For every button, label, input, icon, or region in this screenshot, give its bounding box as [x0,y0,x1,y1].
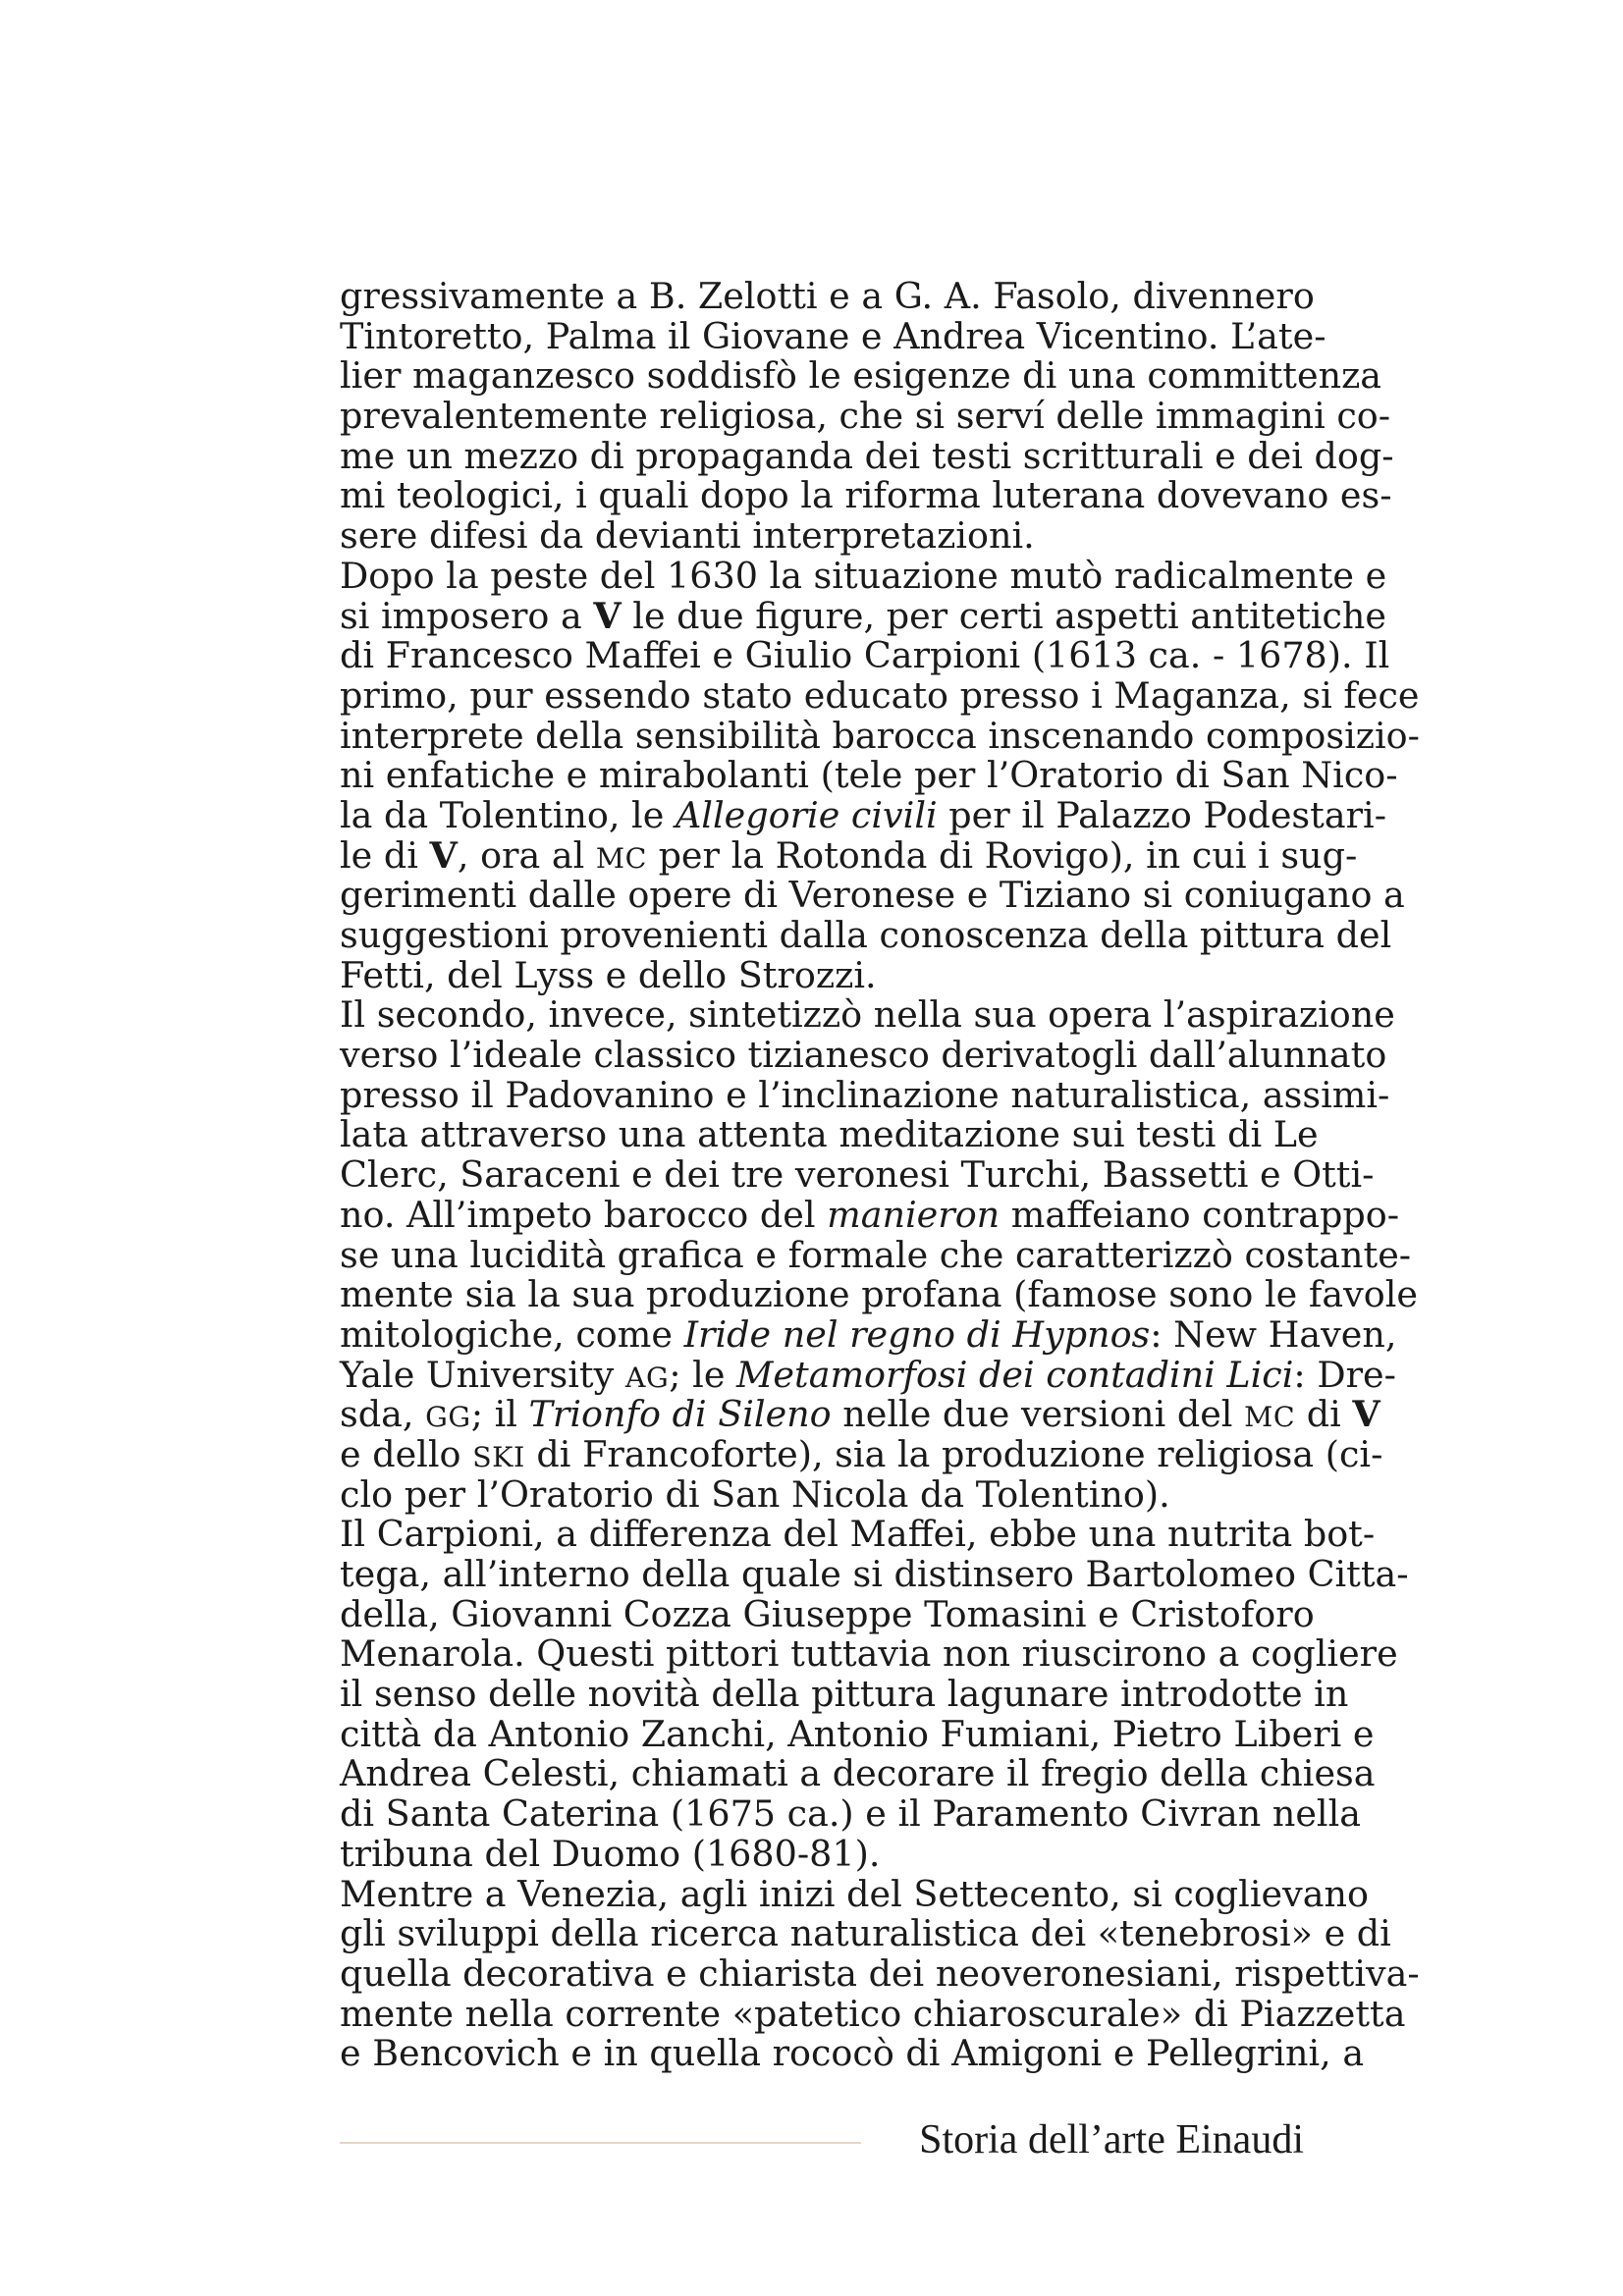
text-line: Menarola. Questi pittori tuttavia non riuscirono a cogliere [340,1632,1398,1676]
footer-rule [340,2142,861,2144]
text-line: il senso delle novità della pittura lagunare introdotte in [340,1673,1349,1716]
small-caps-abbreviation: AG [624,1361,670,1394]
text-line: Il Carpioni, a differenza del Maffei, ebbe una nutrita bot- [340,1513,1376,1556]
text-line: gressivamente a B. Zelotti e a G. A. Fasolo, divennero [340,275,1315,317]
italic-title: Allegorie civili [675,793,938,836]
text-line: prevalentemente religiosa, che si serví delle immagini co- [340,395,1391,438]
footer-title: Storia dell’arte Einaudi [919,2117,1304,2163]
text-line: città da Antonio Zanchi, Antonio Fumiani, Pietro Liberi e [340,1712,1375,1755]
small-caps-abbreviation: SKI [472,1440,525,1473]
text-line: Mentre a Venezia, agli inizi del Settecento, si coglievano [340,1872,1369,1915]
text-line: di Santa Caterina (1675 ca.) e il Paramento Civran nella [340,1792,1362,1836]
text-line: gerimenti dalle opere di Veronese e Tiziano si coniugano a [340,874,1405,917]
text-line: gli sviluppi della ricerca naturalistica dei «tenebrosi» e di [340,1912,1391,1955]
text-line: mitologiche, come Iride nel regno di Hypnos: New Haven, [340,1312,1397,1356]
text-line: Il secondo, invece, sintetizzò nella sua opera l’aspirazione [340,993,1395,1037]
text-line: mente nella corrente «patetico chiaroscurale» di Piazzetta [340,1992,1406,2035]
text-line: lier maganzesco soddisfò le esigenze di una committenza [340,354,1382,398]
text-line: mi teologici, i quali dopo la riforma luterana dovevano es- [340,474,1392,517]
text-line: tega, all’interno della quale si distinsero Bartolomeo Citta- [340,1553,1409,1595]
text-line: Dopo la peste del 1630 la situazione mutò radicalmente e [340,554,1387,597]
text-line: lata attraverso una attenta meditazione sui testi di Le [340,1113,1319,1156]
small-caps-abbreviation: GG [425,1401,471,1434]
italic-title: Metamorfosi dei contadini Lici [736,1353,1294,1396]
text-line: Andrea Celesti, chiamati a decorare il fregio della chiesa [340,1752,1376,1795]
text-line: verso l’ideale classico tizianesco derivatogli dall’alunnato [340,1034,1387,1077]
small-caps-abbreviation: MC [1244,1401,1296,1434]
text-line: interprete della sensibilità barocca inscenando composizio- [340,714,1420,757]
text-line: di Francesco Maffei e Giulio Carpioni (1613 ca. - 1678). Il [340,634,1390,677]
text-line: presso il Padovanino e l’inclinazione naturalistica, assimi- [340,1073,1390,1116]
text-line: la da Tolentino, le Allegorie civili per il Palazzo Podestari- [340,793,1387,836]
text-line: e dello SKI di Francoforte), sia la produzione religiosa (ci- [340,1432,1383,1475]
text-line: le di V, ora al MC per la Rotonda di Rovigo), in cui i sug- [340,833,1358,877]
paragraph [340,993,1419,1516]
italic-title: Iride nel regno di Hypnos [683,1312,1151,1356]
text-line: ni enfatiche e mirabolanti (tele per l’Oratorio di San Nico- [340,754,1398,797]
paragraph [340,275,1394,558]
text-line: Tintoretto, Palma il Giovane e Andrea Vicentino. L’ate- [340,314,1326,357]
bold-abbreviation: V [593,594,622,637]
text-line: Clerc, Saraceni e dei tre veronesi Turchi, Bassetti e Otti- [340,1153,1375,1197]
italic-title: Trionfo di Sileno [528,1393,832,1436]
paragraph [340,554,1420,996]
text-line: tribuna del Duomo (1680-81). [340,1832,881,1875]
text-line: si imposero a V le due figure, per certi aspetti antitetiche [340,594,1387,637]
text-line: della, Giovanni Cozza Giuseppe Tomasini e Cristoforo [340,1592,1315,1635]
text-line: primo, pur essendo stato educato presso i Maganza, si fece [340,673,1420,717]
text-line: quella decorativa e chiarista dei neoveronesiani, rispettiva- [340,1951,1420,1995]
text-line: Fetti, del Lyss e dello Strozzi. [340,953,877,996]
text-line: clo per l’Oratorio di San Nicola da Tolentino). [340,1472,1170,1516]
text-line: suggestioni provenienti dalla conoscenza della pittura del [340,914,1392,956]
text-line: Yale University AG; le Metamorfosi dei contadini Lici: Dre- [340,1353,1396,1396]
text-line: me un mezzo di propaganda dei testi scritturali e dei dog- [340,434,1394,477]
paragraph [340,1872,1420,2075]
bold-abbreviation: V [1352,1393,1380,1436]
text-line: sere difesi da devianti interpretazioni. [340,514,1035,558]
italic-title: manieron [827,1193,1001,1236]
paragraph [340,1513,1409,1875]
small-caps-abbreviation: MC [595,841,647,875]
text-line: no. All’impeto barocco del manieron maffeiano contrappo- [340,1193,1400,1236]
body-text [340,275,1420,2075]
text-line: se una lucidità grafica e formale che caratterizzò costante- [340,1233,1412,1276]
text-line: sda, GG; il Trionfo di Sileno nelle due versioni del MC di V [340,1393,1380,1436]
text-line: mente sia la sua produzione profana (famose sono le favole [340,1273,1419,1316]
bold-abbreviation: V [429,833,458,877]
text-line: e Bencovich e in quella rococò di Amigoni e Pellegrini, a [340,2032,1365,2075]
